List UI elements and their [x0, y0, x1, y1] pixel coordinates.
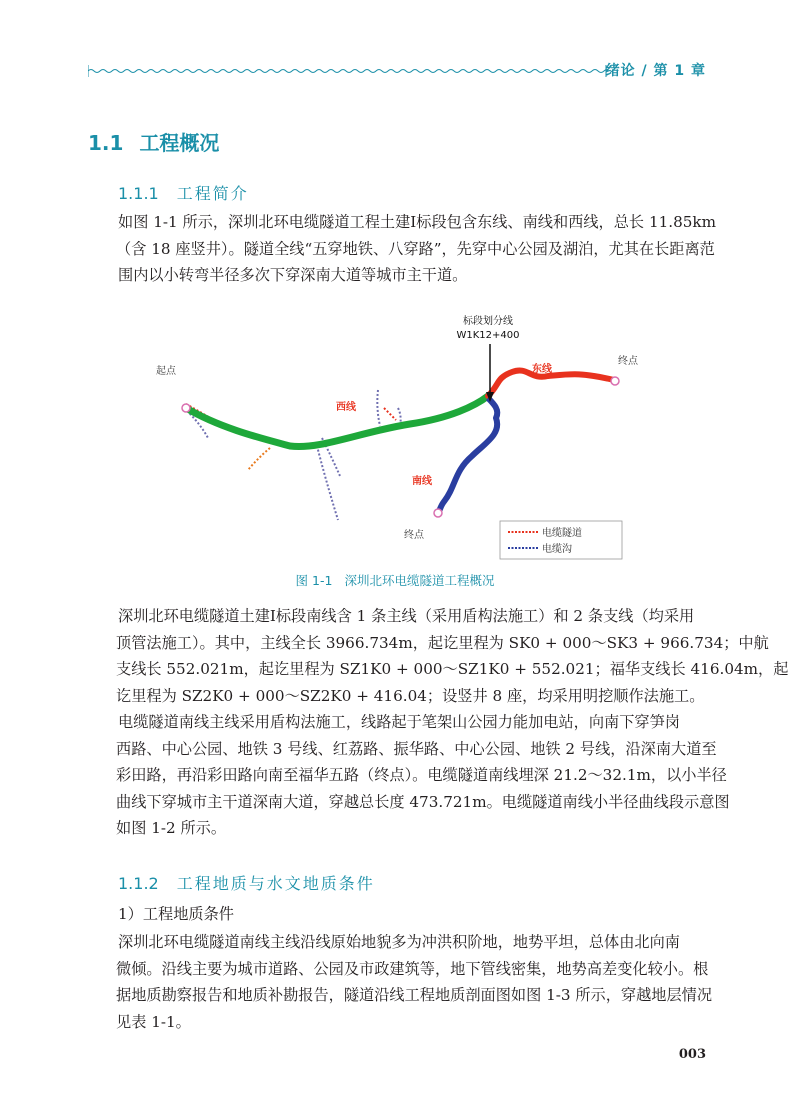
paragraph-line: 围内以小转弯半径多次下穿深南大道等城市主干道。: [118, 266, 468, 284]
paragraph-line: 顶管法施工）。其中，主线全长 3966.734m，起讫里程为 SK0 + 000～SK3 + 966.734；中航: [116, 633, 769, 652]
start-label: 起点: [156, 366, 176, 377]
divider-label-2: W1K12+400: [456, 330, 520, 341]
paragraph-line: 深圳北环电缆隧道土建I标段南线含 1 条主线（采用盾构法施工）和 2 条支线（均采用: [118, 607, 695, 625]
wave-rule-decoration: [88, 64, 608, 78]
subsection-heading-1: [118, 181, 249, 204]
route-map-svg: [150, 308, 640, 568]
paragraph-intro: [116, 209, 717, 289]
subsection-number: 1.1.2: [118, 874, 159, 893]
figure-number: 图 1-1: [295, 573, 333, 588]
divider-label-1: 标段划分线: [463, 316, 513, 327]
paragraph-line: 据地质勘察报告和地质补勘报告，隧道沿线工程地质剖面图如图 1-3 所示，穿越地层情况: [116, 986, 713, 1004]
paragraph-line: 电缆隧道南线主线采用盾构法施工，线路起于笔架山公园力能加电站，向南下穿笋岗: [118, 713, 680, 731]
branch-line: [316, 442, 338, 520]
legend-label-trench: 电缆沟: [542, 544, 572, 555]
running-header: [88, 58, 706, 84]
paragraph-geology: [116, 929, 713, 1035]
page-number: 003: [678, 1047, 706, 1062]
paragraph-line: 支线长 552.021m，起讫里程为 SZ1K0 + 000～SZ1K0 + 552.021；福华支线长 416.04m，起: [116, 660, 789, 678]
paragraph-line: 西路、中心公园、地铁 3 号线、红荔路、振华路、中心公园、地铁 2 号线，沿深南大道至: [116, 739, 717, 758]
branch-line: [377, 390, 380, 426]
subsection-heading-2: [118, 871, 375, 894]
east-line-label: 东线: [532, 364, 552, 375]
paragraph-south-line-overview: [116, 603, 789, 709]
paragraph-line: 深圳北环电缆隧道南线主线沿线原始地貌多为冲洪积阶地，地势平坦，总体由北向南: [118, 933, 680, 951]
subsection-number: 1.1.1: [118, 184, 159, 203]
paragraph-line: 讫里程为 SZ2K0 + 000～SZ2K0 + 416.04；设竖井 8 座，均采用明挖顺作法施工。: [116, 686, 705, 705]
route-map-figure: [150, 308, 640, 568]
legend-label-tunnel: 电缆隧道: [542, 528, 582, 539]
figure-caption: [0, 571, 790, 589]
branch-line: [384, 408, 396, 420]
south-line-route: [438, 418, 497, 514]
paragraph-south-line-route: [116, 709, 730, 842]
south-end-label: 终点: [404, 530, 424, 541]
paragraph-line: 曲线下穿城市主干道深南大道，穿越总长度 473.721m。电缆隧道南线小半径曲线段示意图: [116, 792, 730, 811]
east-end-marker: [611, 377, 619, 385]
west-line-label: 西线: [336, 402, 356, 413]
subsection-title: 工程简介: [176, 184, 249, 203]
paragraph-line: 彩田路，再沿彩田路向南至福华五路（终点）。电缆隧道南线埋深 21.2～32.1m，以小半径: [116, 766, 727, 784]
paragraph-line: 如图 1-2 所示。: [116, 819, 227, 837]
section-title: 工程概况: [139, 131, 220, 155]
branch-line: [248, 448, 270, 470]
subsection-title: 工程地质与水文地质条件: [176, 874, 375, 893]
chapter-header-text: 绪论 / 第 1 章: [605, 63, 706, 79]
paragraph-line: 如图 1-1 所示，深圳北环电缆隧道工程土建I标段包含东线、南线和西线，总长 11.85km: [118, 213, 717, 231]
section-number: 1.1: [88, 131, 124, 155]
paragraph-line: （含 18 座竖井）。隧道全线“五穿地铁、八穿路”，先穿中心公园及湖泊，尤其在长距离范: [116, 239, 715, 258]
south-end-marker: [434, 509, 442, 517]
east-end-label: 终点: [618, 356, 638, 367]
figure-caption-text: 深圳北环电缆隧道工程概况: [344, 573, 495, 588]
south-line-route: [488, 398, 497, 418]
start-point-marker: [182, 404, 190, 412]
sub-subheading: 1）工程地质条件: [118, 905, 234, 923]
section-heading: [88, 127, 219, 156]
paragraph-line: 微倾。沿线主要为城市道路、公园及市政建筑等，地下管线密集，地势高差变化较小。根: [116, 959, 709, 978]
paragraph-line: 见表 1-1。: [116, 1012, 191, 1031]
south-line-label: 南线: [412, 476, 432, 487]
